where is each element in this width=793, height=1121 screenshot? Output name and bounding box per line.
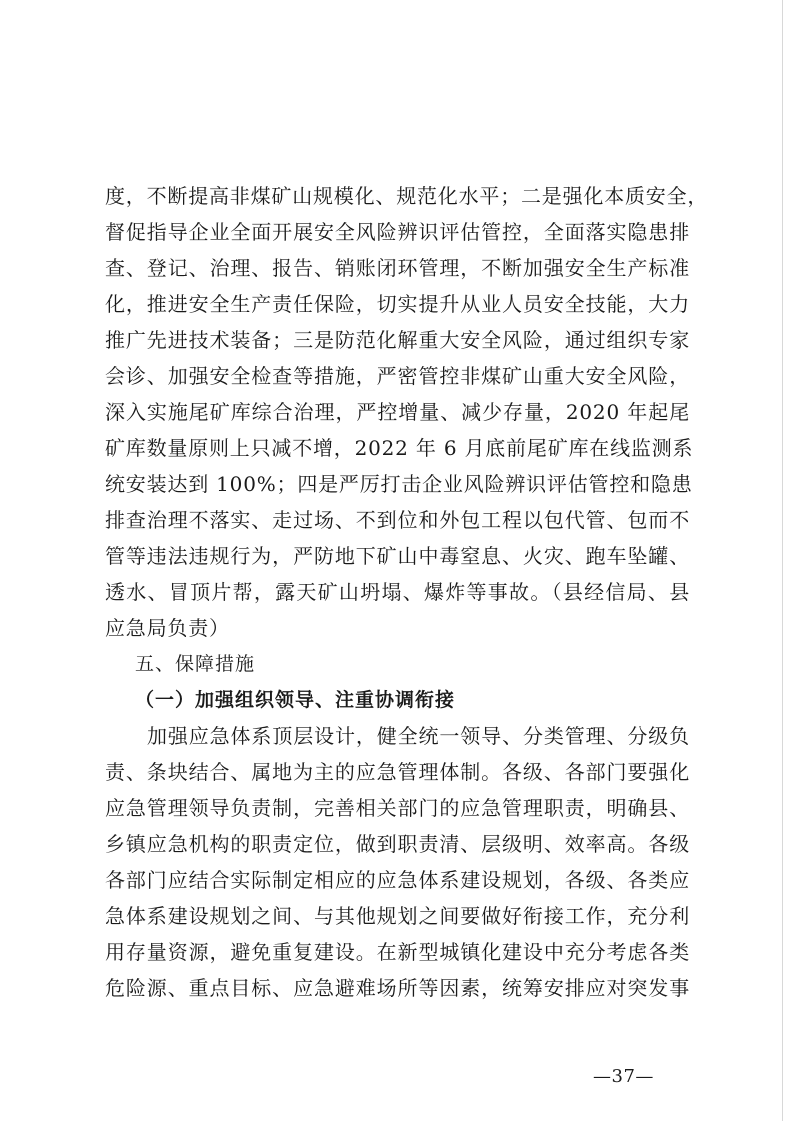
paragraph-line: 度，不断提高非煤矿山规模化、规范化水平；二是强化本质安全， (105, 184, 709, 208)
paragraph-line: 会诊、加强安全检查等措施，严密管控非煤矿山重大安全风险， (105, 364, 690, 388)
paragraph-line: 化，推进安全生产责任保险，切实提升从业人员安全技能，大力 (105, 292, 690, 316)
subsection-heading: （一）加强组织领导、注重协调衔接 (135, 689, 456, 711)
page-number: —37— (593, 1066, 654, 1087)
document-body (105, 178, 709, 1006)
paragraph-line: 急体系建设规划之间、与其他规划之间要做好衔接工作，充分利 (105, 904, 690, 928)
page-edge-line (782, 0, 783, 1121)
paragraph-line: 加强应急体系顶层设计，健全统一领导、分类管理、分级负 (147, 724, 690, 748)
paragraph-line: 管等违法违规行为，严防地下矿山中毒窒息、火灾、跑车坠罐、 (105, 544, 690, 568)
paragraph-line: 各部门应结合实际制定相应的应急体系建设规划，各级、各类应 (105, 868, 690, 892)
paragraph-line: 乡镇应急机构的职责定位，做到职责清、层级明、效率高。各级 (105, 832, 690, 856)
paragraph-line: 排查治理不落实、走过场、不到位和外包工程以包代管、包而不 (105, 508, 690, 532)
paragraph-line: 应急局负责） (105, 616, 230, 640)
paragraph-line: 查、登记、治理、报告、销账闭环管理，不断加强安全生产标准 (105, 256, 690, 280)
paragraph-line: 统安装达到 100%；四是严厉打击企业风险辨识评估管控和隐患 (105, 472, 693, 496)
paragraph-line: 矿库数量原则上只减不增，2022 年 6 月底前尾矿库在线监测系 (105, 436, 694, 460)
paragraph-line: 应急管理领导负责制，完善相关部门的应急管理职责，明确县、 (105, 796, 690, 820)
paragraph-line: 透水、冒顶片帮，露天矿山坍塌、爆炸等事故。（县经信局、县 (105, 580, 690, 604)
paragraph-line: 用存量资源，避免重复建设。在新型城镇化建设中充分考虑各类 (105, 940, 690, 964)
paragraph-line: 督促指导企业全面开展安全风险辨识评估管控，全面落实隐患排 (105, 220, 690, 244)
paragraph-line: 危险源、重点目标、应急避难场所等因素，统筹安排应对突发事 (105, 976, 690, 1000)
paragraph-line: 责、条块结合、属地为主的应急管理体制。各级、各部门要强化 (105, 760, 690, 784)
section-heading: 五、保障措施 (135, 653, 256, 675)
paragraph-line: 深入实施尾矿库综合治理，严控增量、减少存量，2020 年起尾 (105, 400, 690, 424)
paragraph-line: 推广先进技术装备；三是防范化解重大安全风险，通过组织专家 (105, 328, 690, 352)
